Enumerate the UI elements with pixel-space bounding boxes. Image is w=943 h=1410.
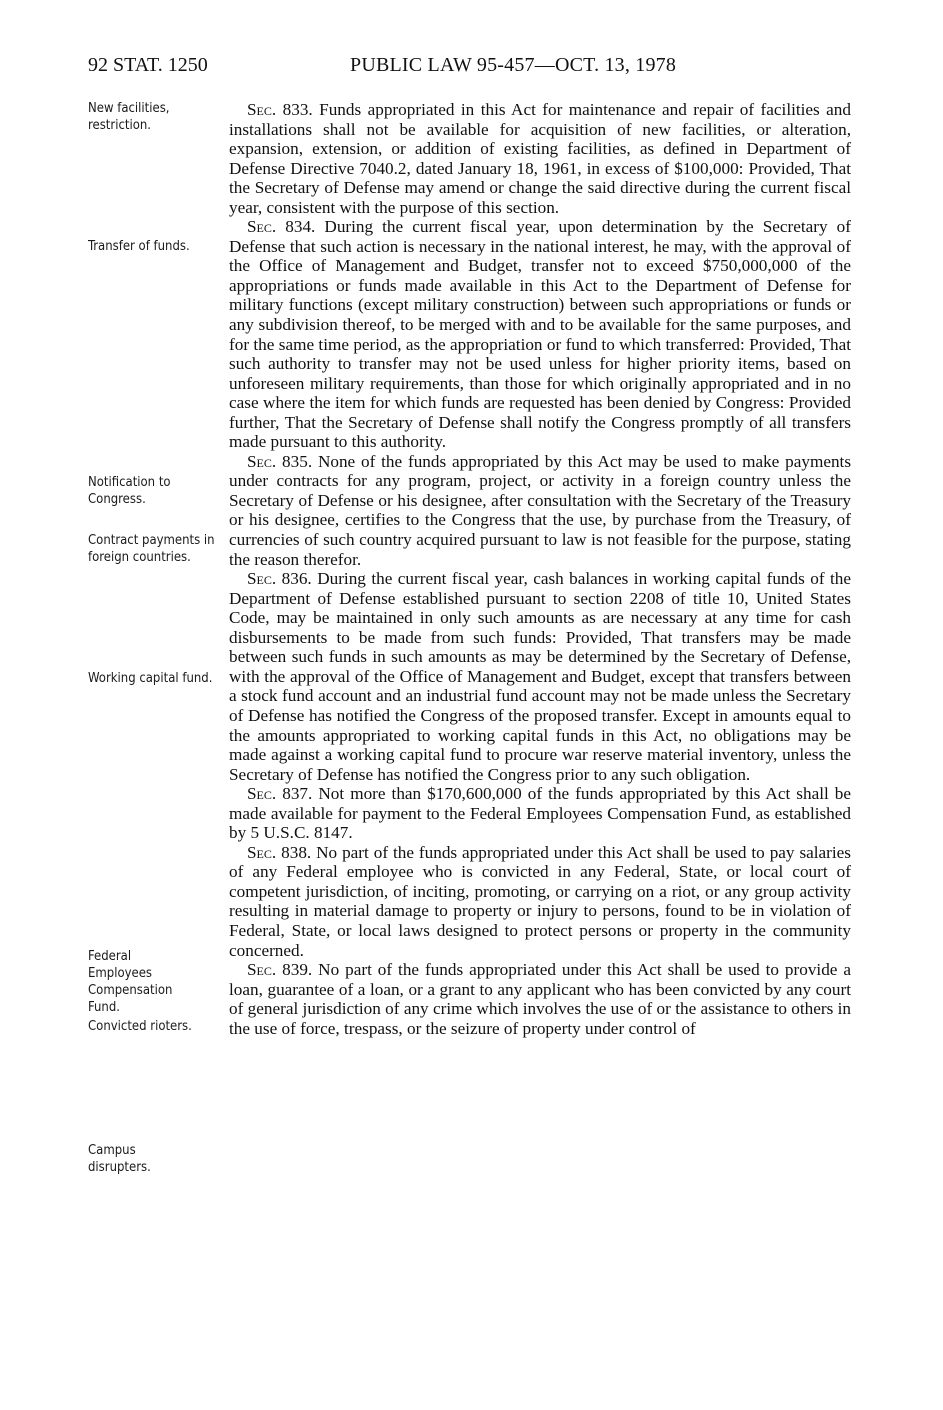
- margin-note-new-facilities: New facilities, restriction.: [88, 101, 170, 133]
- page-header: [88, 54, 858, 84]
- section-835: Sec. 835. None of the funds appropriated by this Act may be used to make payments under contracts for any program, project, or activity in a foreign country unless the Secretary of Defense or his designee, after consultation with the Secretary of the Treasury or his designee, certifies to the Congress that the use, by purchase from the Treasury, of currencies of such country acquired pursuant to law is not feasible for the purpose, stating the reason therefor.: [229, 451, 852, 569]
- section-837: Sec. 837. Not more than $170,600,000 of the funds appropriated by this Act shall be made available for payment to the Federal Employees Compensation Fund, as established by 5 U.S.C. 8147.: [229, 784, 852, 843]
- page-title: PUBLIC LAW 95-457—OCT. 13, 1978: [350, 54, 677, 76]
- margin-note-working-capital: Working capital fund.: [88, 671, 213, 686]
- margin-note-convicted-rioters: Convicted rioters.: [88, 1019, 192, 1034]
- section-839: Sec. 839. No part of the funds appropriated under this Act shall be used to provide a loan, guarantee of a loan, or a grant to any applicant who has been convicted by any court of general jurisdiction of any crime which involves the use of or the assistance to others in the use of force, trespass, or the seizure of property under control of: [229, 960, 851, 1038]
- margin-note-notification: Notification to Congress.: [88, 475, 171, 507]
- margin-note-fecf: Federal Employees Compensation Fund.: [88, 949, 173, 1015]
- section-836: Sec. 836. During the current fiscal year, cash balances in working capital funds of the Department of Defense established pursuant to section 2208 of title 10, United States Code, may be maintained in only such amounts as are necessary at any time for cash disbursements to be made from such funds: Provided, That transfers may be made between such funds in such amounts as may be determined by the Secretary of Defense, with the approval of the Office of Management and Budget, except that transfers between a stock fund account and an industrial fund account may not be made unless the Secretary of Defense has notified the Congress of the proposed transfer. Except in amounts equal to the amounts appropriated to working capital funds in this Act, no obligations may be made against a working capital fund to procure war reserve material inventory, unless the Secretary of Defense has notified the Congress prior to any such obligation.: [229, 569, 852, 784]
- statute-citation: 92 STAT. 1250: [88, 54, 208, 76]
- margin-note-campus-disrupters: Campus disrupters.: [88, 1143, 151, 1175]
- section-838: Sec. 838. No part of the funds appropriated under this Act shall be used to pay salaries of any Federal employee who is convicted in any Federal, State, or local court of competent jurisdiction, of inciting, promoting, or carrying on a riot, or any group activity resulting in material damage to property or injury to persons, found to be in violation of Federal, State, or local laws designed to protect persons or property in the community concerned.: [229, 842, 851, 960]
- section-833: Sec. 833. Funds appropriated in this Act for maintenance and repair of facilities and installations shall not be available for acquisition of new facilities, or alteration, expansion, extension, or addition of existing facilities, as defined in Department of Defense Directive 7040.2, dated January 18, 1961, in excess of $100,000: Provided, That the Secretary of Defense may amend or change the said directive during the current fiscal year, consistent with the purpose of this section.: [229, 100, 851, 217]
- margin-note-contract-payments: Contract payments in foreign countries.: [88, 533, 215, 565]
- document-body: [229, 100, 851, 1038]
- section-834: Sec. 834. During the current fiscal year, upon determination by the Secretary of Defense that such action is necessary in the national interest, he may, with the approval of the Office of Management and Budget, transfer not to exceed $750,000,000 of the appropriations or funds made available in this Act to the Department of Defense for military functions (except military construction) between such appropriations or funds or any subdivision thereof, to be merged with and to be available for the same purposes, and for the same time period, as the appropriation or fund to which transferred: Provided, That such authority to transfer may not be used unless for higher priority items, based on unforeseen military requirements, than those for which originally appropriated and in no case where the item for which funds are requested has been denied by Congress: Provided further, That the Secretary of Defense shall notify the Congress promptly of all transfers made pursuant to this authority.: [229, 217, 851, 452]
- margin-note-transfer-of-funds: Transfer of funds.: [88, 239, 190, 254]
